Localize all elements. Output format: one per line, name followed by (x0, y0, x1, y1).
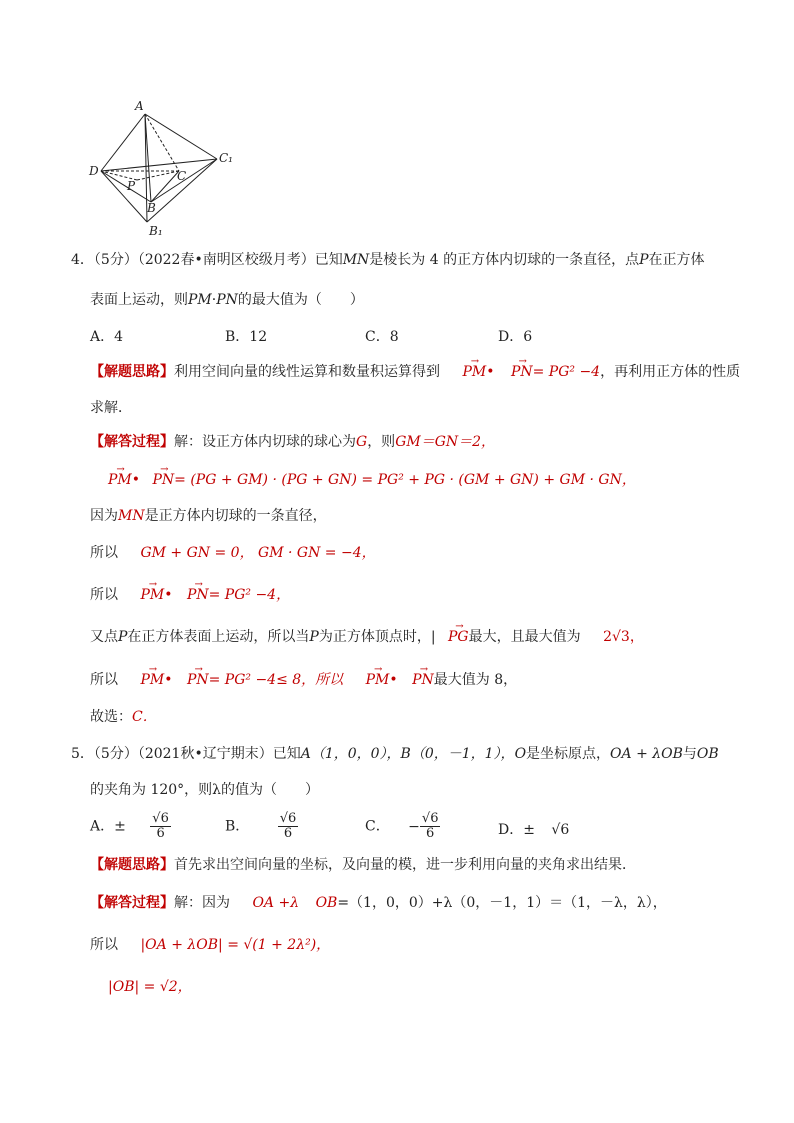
vec-pn: → PN (412, 671, 434, 689)
because-a: 因为 (90, 508, 118, 524)
mn: MN (118, 508, 145, 524)
q4-option-a[interactable]: A．4 (90, 329, 124, 345)
vec-pn: → PN (152, 471, 174, 489)
vec-pn: → PN (511, 363, 533, 381)
so: 所以 (90, 587, 118, 603)
proc-text: 解：因为 (174, 895, 230, 911)
q4-stem-a: 是棱长为 4 的正方体内切球的一条直径，点 (369, 252, 640, 268)
edge-A-C1 (145, 114, 217, 159)
q5-option-c[interactable] (365, 812, 440, 841)
choose: 故选： (90, 709, 132, 725)
option-label: A．± (90, 818, 126, 835)
geometry-figure (85, 98, 245, 238)
choose-answer: C． (132, 709, 157, 725)
label-C: C (177, 169, 187, 183)
p: P (309, 629, 319, 645)
also-b: 在正方体表面上运动，所以当 (127, 629, 310, 645)
p: P (118, 629, 128, 645)
label-P: P (127, 179, 136, 193)
so: 所以 (90, 937, 118, 953)
q4-mn: MN (342, 252, 370, 268)
q4-proc-so3: 所以 → PM• → PN= PG² −4≤ 8，所以 → PM• → PN最大值为 8， (90, 671, 517, 689)
idea-text: 利用空间向量的线性运算和数量积运算得到 (174, 364, 440, 380)
q4-option-b[interactable]: B．12 (225, 329, 268, 345)
idea-tag: 【解题思路】 (90, 364, 174, 380)
edge-D-B1 (101, 171, 147, 222)
vec-pm: → PM (108, 471, 132, 489)
q5-option-b[interactable] (225, 812, 298, 841)
so1: GM + GN = 0， GM · GN = −4， (140, 545, 376, 561)
q5-proc-mod2 (108, 978, 192, 996)
mod2: |OB| = √2， (108, 979, 192, 995)
q5-o: O (514, 746, 527, 762)
also-val: 2√3， (603, 629, 644, 645)
label-A: A (135, 99, 144, 113)
fraction: $\frac{√6}{6}$ (279, 811, 297, 841)
vec-pm: → PM (366, 671, 390, 689)
q4-proc-so1 (90, 544, 376, 562)
label-C1: C₁ (219, 151, 233, 165)
q5-b: B（0，－1，1）， (400, 746, 515, 762)
q5-line2: 的夹角为 120°，则λ的值为（ ） (90, 782, 320, 798)
so2: = PG² −4， (208, 587, 291, 603)
q5-expr: OA + λOB (610, 746, 683, 762)
q4-number: 4．（5分）（2022春•南明区校级月考）已知 (71, 252, 343, 268)
q5-option-a[interactable] (90, 812, 171, 841)
so3: = PG² −4≤ 8，所以 (208, 672, 344, 688)
proc-eq: =（1，0，0）+λ（0，－1，1）＝（1，－λ，λ）， (337, 895, 667, 911)
because-b: 是正方体内切球的一条直径， (144, 508, 327, 524)
also-e: 最大，且最大值为 (468, 629, 581, 645)
q4-idea-line2 (90, 399, 132, 417)
vec-pn: PN (216, 292, 238, 308)
proc-text: 解：设正方体内切球的球心为 (174, 434, 356, 450)
g-symbol: G (356, 434, 368, 450)
q4-stem-line2 (90, 291, 364, 309)
so: 所以 (90, 545, 118, 561)
proc-ob: OB (315, 895, 338, 911)
option-label: B． (225, 818, 250, 835)
fraction: $\frac{√6}{6}$ (152, 811, 169, 841)
q5-stem-line1 (71, 745, 719, 763)
q4-idea-line1 (90, 363, 740, 381)
q4-line2-b: 的最大值为（ ） (237, 292, 364, 308)
vec-pm: PM (188, 292, 212, 308)
vec-pm: → PM (140, 586, 164, 604)
idea-tag: 【解题思路】 (90, 857, 174, 873)
q4-stem-b: 在正方体 (648, 252, 705, 268)
q4-proc-choose (90, 708, 157, 726)
q4-p: P (639, 252, 649, 268)
q4-proc-also (90, 628, 644, 646)
label-B1: B₁ (149, 224, 163, 238)
q5-proc-line1 (90, 894, 667, 912)
vec-pg: → PG (448, 628, 469, 646)
vec-pm: → PM (140, 671, 164, 689)
q4-option-c[interactable]: C．8 (365, 329, 399, 345)
gm-gn: GM＝GN＝2， (395, 434, 496, 450)
q4-proc-line1 (90, 433, 495, 451)
option-value: √6 (551, 822, 570, 838)
neg-sign: − (408, 818, 420, 835)
q5-tail: 是坐标原点， (526, 746, 611, 762)
q4-proc-because (90, 507, 327, 525)
q5-idea (90, 856, 636, 874)
q5-a: A（1，0，0）， (300, 746, 401, 762)
edge-D-B (101, 171, 151, 202)
vec-pn: → PN (187, 671, 209, 689)
q4-stem-line1 (71, 251, 705, 269)
vec-pn: → PN (187, 586, 209, 604)
also-c: 为正方体顶点时，| (318, 629, 436, 645)
q5-number: 5．（5分）（2021秋•辽宁期末）已知 (71, 746, 301, 762)
proc-tag: 【解答过程】 (90, 434, 174, 450)
idea-text: 首先求出空间向量的坐标，及向量的模，进一步利用向量的夹角求出结果． (174, 857, 636, 873)
q5-with: 与 (682, 746, 697, 762)
fraction: $\frac{√6}{6}$ (421, 811, 439, 841)
idea-line2: 求解． (90, 400, 132, 416)
idea-formula: = PG² −4 (532, 364, 601, 380)
q4-line2-a: 表面上运动，则 (90, 292, 188, 308)
so3-tail: 最大值为 8， (433, 672, 518, 688)
proc-then: ，则 (367, 434, 396, 450)
q5-proc-so (90, 936, 330, 954)
proc-tag: 【解答过程】 (90, 895, 174, 911)
q4-option-d[interactable]: D．6 (498, 329, 533, 345)
q5-stem-line2 (90, 781, 319, 799)
q4-proc-so2: 所以 → PM• → PN= PG² −4， (90, 586, 290, 604)
proc-oa: OA +λ (252, 895, 300, 911)
label-B: B (147, 201, 156, 215)
option-label: D．± (498, 822, 535, 838)
dot: • (486, 364, 495, 380)
also-a: 又点 (90, 629, 118, 645)
so: 所以 (90, 672, 118, 688)
label-D: D (89, 164, 99, 178)
eq1: = (PG + GM) · (PG + GN) = PG² + PG · (GM + GN) + GM · GN， (174, 472, 636, 488)
q4-proc-eq1: → PM• → PN= (PG + GM) · (PG + GN) = PG² + PG · (GM + GN) + GM · GN， (108, 471, 636, 489)
edge-A-C (145, 114, 179, 171)
idea-tail: ，再利用正方体的性质 (600, 364, 741, 380)
q5-option-d[interactable] (498, 819, 569, 839)
dot: · (211, 292, 217, 308)
option-label: C． (365, 818, 390, 835)
vec-pm: → PM (462, 363, 486, 381)
edge-D-C1 (101, 159, 217, 171)
q5-ob: OB (696, 746, 719, 762)
mod1: |OA + λOB| = √(1 + 2λ²)， (140, 937, 331, 953)
edge-A-D (101, 114, 145, 171)
